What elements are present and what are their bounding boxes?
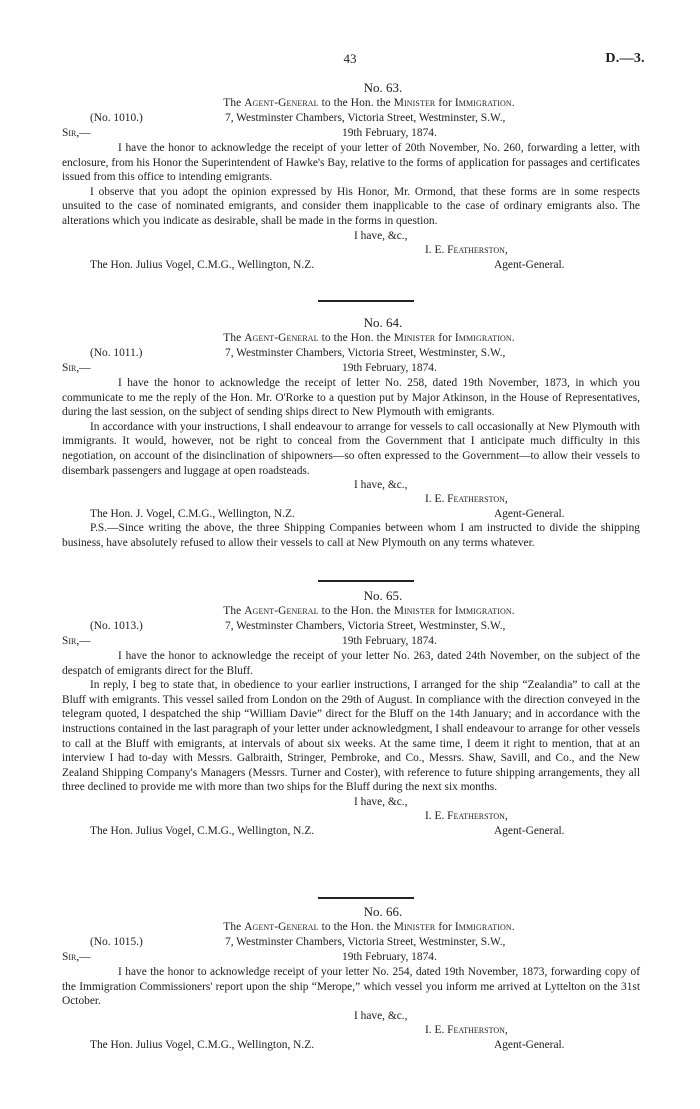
letter-title: The Agent-General to the Hon. the Minister for Immigration.: [223, 332, 515, 344]
signature-block: [62, 229, 640, 272]
closing: I have, &c.,: [354, 229, 408, 242]
letter-date: 19th February, 1874.: [342, 635, 437, 647]
salutation: Sir,—: [62, 635, 91, 647]
letter-ref-number: (No. 1010.): [90, 112, 143, 124]
letter-reference-row: [62, 935, 640, 950]
letter-number: No. 66.: [363, 904, 403, 919]
letter-number: No. 65.: [363, 588, 403, 603]
signatory: I. E. Featherston,: [425, 809, 508, 822]
salutation: Sir,—: [62, 127, 91, 139]
salutation: Sir,—: [62, 362, 91, 374]
signature-block: [62, 478, 640, 521]
letter-address: 7, Westminster Chambers, Victoria Street, Westminster, S.W.,: [225, 347, 506, 359]
signatory-role: Agent-General.: [494, 508, 565, 521]
addressee: The Hon. Julius Vogel, C.M.G., Wellington, N.Z.: [90, 258, 315, 271]
salutation: Sir,—: [62, 951, 91, 963]
section-divider: [318, 897, 414, 899]
letter-date: 19th February, 1874.: [342, 951, 437, 963]
letter-63: [62, 80, 640, 272]
closing: I have, &c.,: [354, 795, 408, 808]
letter-paragraph: I observe that you adopt the opinion expressed by His Honor, Mr. Ormond, that these forms are in some respects unsuited to the case of nominated emigrants, and consider them inapplicable to the case of ordinary emigrants also. The alterations which you indicate as desirable, shall be made in the forms in question.: [62, 185, 640, 227]
letter-paragraph: I have the honor to acknowledge the receipt of letter No. 258, dated 19th November, 1873, in which you communicate to me the reply of the Hon. Mr. O'Rorke to a question put by Major Atkinson, in the House of Representatives, during the last session, on the subject of sending ships direct to New Plymouth with emigrants.: [62, 377, 640, 419]
letter-number: No. 63.: [363, 80, 403, 95]
page-number: 43: [343, 51, 357, 66]
closing: I have, &c.,: [354, 479, 408, 492]
letter-title: The Agent-General to the Hon. the Minister for Immigration.: [223, 97, 515, 109]
letter-title: The Agent-General to the Hon. the Minister for Immigration.: [223, 605, 515, 617]
letter-paragraph: In reply, I beg to state that, in obedience to your earlier instructions, I arranged for the ship “Zealandia” to call at the Bluff with emigrants. This vessel sailed from London on the 29th of August. In compliance with the direction conveyed in the telegram quoted, I despatched the ship “William Davie” direct for the Bluff on the 14th January; and in accordance with the instructions contained in the last paragraph of your letter under acknowledgment, I shall endeavour to arrange for other vessels to call at the Bluff with emigrants, at intervals of about six weeks. At the same time, I deem it right to mention, that at an interview I had to-day with Messrs. Galbraith, Stringer, Pembroke, and Co., Messrs. Shaw, Savill, and Co., and the New Zealand Shipping Company's Managers (Messrs. Turner and Coster), with reference to future shipping arrangements, they all three declined to provide me with more than two ships for the Bluff during the next six months.: [62, 679, 640, 794]
letter-ref-number: (No. 1011.): [90, 347, 143, 359]
letter-reference-row: [62, 619, 640, 634]
letter-date: 19th February, 1874.: [342, 362, 437, 374]
addressee: The Hon. Julius Vogel, C.M.G., Wellington, N.Z.: [90, 824, 315, 837]
letter-address: 7, Westminster Chambers, Victoria Street, Westminster, S.W.,: [225, 620, 506, 632]
salutation-row: [62, 950, 640, 965]
letter-ref-number: (No. 1013.): [90, 620, 143, 632]
signatory-role: Agent-General.: [494, 258, 565, 271]
letter-address: 7, Westminster Chambers, Victoria Street, Westminster, S.W.,: [225, 112, 506, 124]
signature-block: [62, 795, 640, 838]
letter-address: 7, Westminster Chambers, Victoria Street, Westminster, S.W.,: [225, 936, 506, 948]
addressee: The Hon. J. Vogel, C.M.G., Wellington, N.Z.: [90, 508, 295, 521]
letter-title: The Agent-General to the Hon. the Minister for Immigration.: [223, 921, 515, 933]
signatory-role: Agent-General.: [494, 824, 565, 837]
letter-paragraph: In accordance with your instructions, I shall endeavour to arrange for vessels to call occasionally at New Plymouth with immigrants. It would, however, not be right to conceal from the Government that I anticipate much difficulty in this negotiation, on account of the disinclination of shipowners—so often expressed to the Government—to allow their vessels to disembark passengers and luggage at open roadsteads.: [62, 420, 640, 477]
section-divider: [318, 580, 414, 582]
signatory: I. E. Featherston,: [425, 243, 508, 256]
letter-66: [62, 904, 640, 1052]
letter-reference-row: [62, 111, 640, 126]
signature-block: [62, 1009, 640, 1052]
signatory: I. E. Featherston,: [425, 493, 508, 506]
letter-ref-number: (No. 1015.): [90, 936, 143, 948]
letter-paragraph: I have the honor to acknowledge the receipt of your letter No. 263, dated 24th November, on the subject of the despatch of emigrants direct for the Bluff.: [62, 650, 640, 677]
salutation-row: [62, 361, 640, 376]
letter-reference-row: [62, 346, 640, 361]
salutation-row: [62, 126, 640, 141]
letter-paragraph: I have the honor to acknowledge the receipt of your letter of 20th November, No. 260, forwarding a letter, with enclosure, from his Honor the Superintendent of Hawke's Bay, relative to the forms of application for passages and certificates issued from this office to intending emigrants.: [62, 142, 640, 184]
document-reference: D.—3.: [605, 51, 645, 66]
signatory-role: Agent-General.: [494, 1038, 565, 1051]
letter-number: No. 64.: [363, 315, 403, 330]
letter-paragraph: I have the honor to acknowledge receipt of your letter No. 254, dated 19th November, 1873, forwarding copy of the Immigration Commissioners' report upon the ship “Merope,” which vessel you inform me arrived at Lyttelton on the 31st October.: [62, 966, 640, 1008]
letter-64: [62, 315, 640, 550]
salutation-row: [62, 634, 640, 649]
addressee: The Hon. Julius Vogel, C.M.G., Wellington, N.Z.: [90, 1038, 315, 1051]
section-divider: [318, 300, 414, 302]
postscript: P.S.—Since writing the above, the three Shipping Companies between whom I am instructed to divide the shipping business, have absolutely refused to allow their vessels to call at New Plymouth on any terms whatever.: [62, 522, 640, 549]
letter-date: 19th February, 1874.: [342, 127, 437, 139]
signatory: I. E. Featherston,: [425, 1023, 508, 1036]
closing: I have, &c.,: [354, 1009, 408, 1022]
letter-65: [62, 588, 640, 838]
